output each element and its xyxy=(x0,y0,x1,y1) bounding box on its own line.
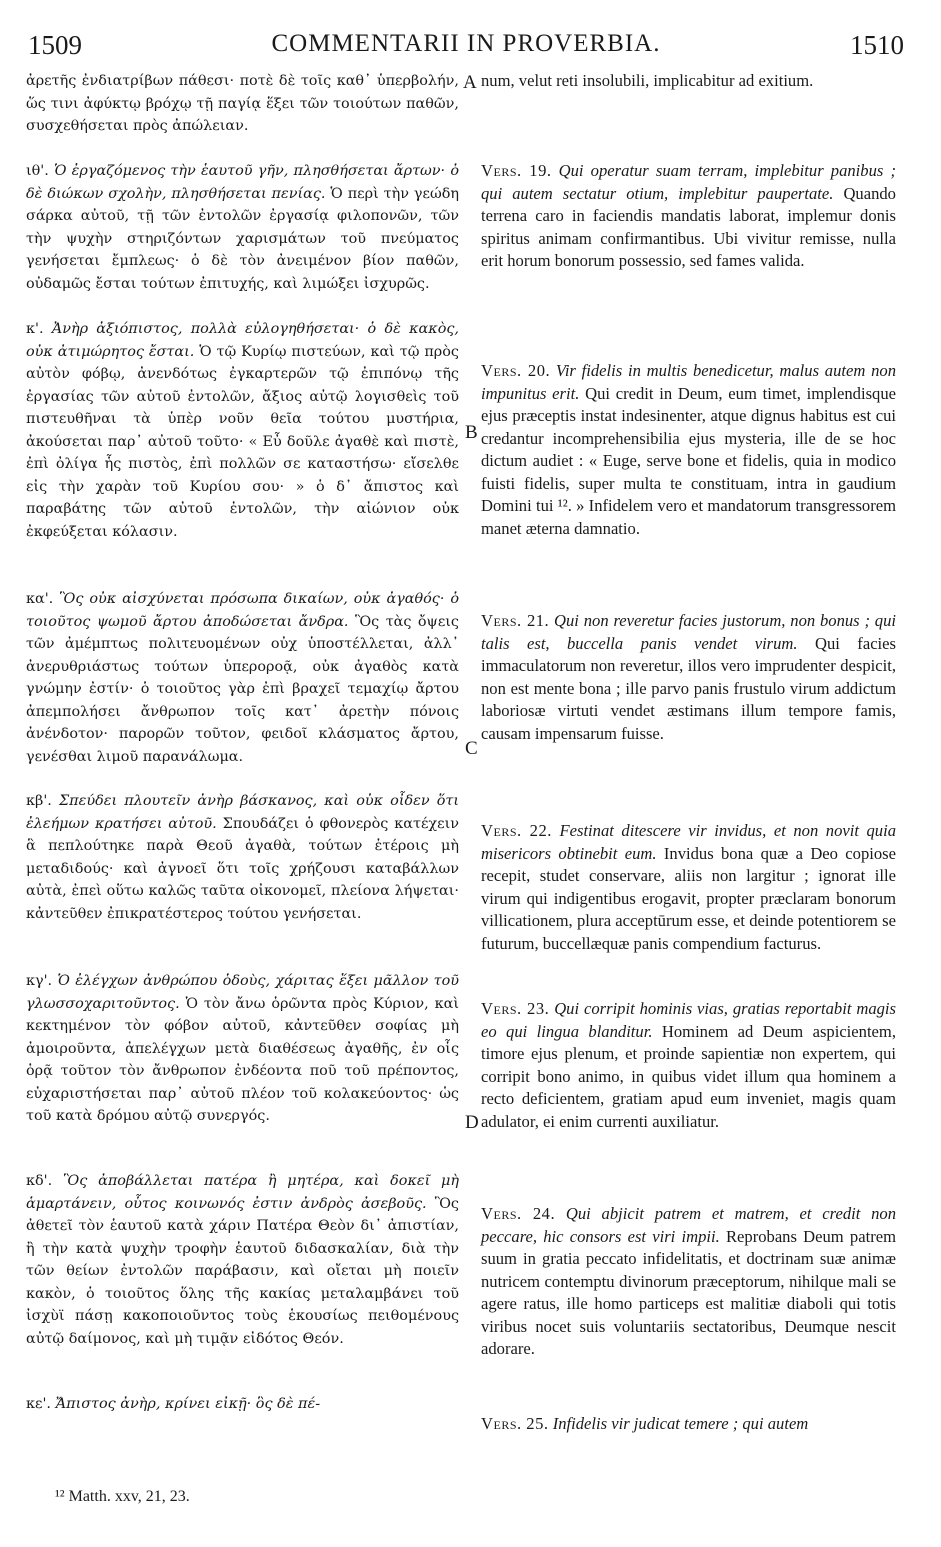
verse-label: Vers. 22. xyxy=(481,821,552,840)
latin-text: num, velut reti insolubili, implicabitur ad exitium. xyxy=(481,71,814,90)
latin-lemma: Qui operatur suam terram, implebitur panibus ; qui autem sectatur otium, implebitur paupertate. xyxy=(481,161,896,203)
greek-verse-number: κα'. xyxy=(26,591,54,607)
greek-paragraph xyxy=(26,790,459,970)
verse-label: Vers. 20. xyxy=(481,361,551,380)
greek-verse-number: κγ'. xyxy=(26,973,53,989)
latin-lemma: Qui abjicit patrem et matrem, et credit non peccare, hic consors est viri impii. xyxy=(481,1204,897,1246)
latin-text: Qui facies immaculatorum non reveretur, illos vero imprudenter despicit, non est mente bona ; ille parvo panis frustulo virum addictum laboriosæ virtuti vendet æstimans illum tempore famis, causam impensarum fuisse. xyxy=(481,633,896,743)
greek-text: Ὃς ἀθετεῖ τὸν ἑαυτοῦ κατὰ χάριν Πατέρα Θεὸν δι᾽ ἀπιστίαν, ἢ τὴν κατὰ ψυχὴν τροφὴν ἑαυτοῦ διδασκαλίαν, διὰ τὴν τῶν θείων ἐντολῶν παράβασιν, καὶ οἴεται μὴ ποιεῖν κακὸν, ὁ τοιοῦτος ὅλης τῆς κακίας μεταλαμβάνει τοῦ ἰσχὺϊ πάσῃ κακοποιοῦντος τοὺς ἑκουσίως πειθομένους αὐτῷ δαίμονος, καὶ μὴ τιμᾷν εἰδότος Θεόν. xyxy=(26,1195,459,1347)
latin-paragraph xyxy=(481,998,896,1203)
latin-paragraph xyxy=(481,610,896,820)
greek-paragraph xyxy=(26,588,459,790)
verse-label: Vers. 25. xyxy=(481,1414,549,1433)
page-number-left: 1509 xyxy=(28,30,82,60)
margin-letter-a: A xyxy=(463,72,477,93)
greek-verse-number: κβ'. xyxy=(26,793,52,809)
greek-text: Ὁ τῷ Κυρίῳ πιστεύων, καὶ τῷ πρὸς αὐτὸν φόβῳ, ἀνενδότως ἐγκαρτερῶν τῷ ἐπιπόνῳ τῆς ἐργασίας τῶν αὐτοῦ ἐντολῶν, ἄξιος αὐτῷ λογισθεὶς τοῦ πιστευθῆναι τὰ ὑπὲρ νοῦν θεῖα τούτου μυστήρια, ἀκούσεται παρ᾽ αὐτοῦ τοῦτο· « Εὖ δοῦλε ἀγαθὲ καὶ πιστὲ, ἐπὶ ὀλίγα ἧς πιστὸς, ἐπὶ πολλῶν σε καταστήσω· εἴσελθε εἰς τὴν χαρὰν τοῦ Κυρίου σου· » ὁ δ᾽ ἄπιστος καὶ παραβάτης τῶν αὐτοῦ ἐντολῶν, τὴν αἰώνιον οὐκ ἐκφεύξεται κόλασιν. xyxy=(26,343,459,540)
footnote: ¹² Matth. xxv, 21, 23. xyxy=(55,1488,190,1505)
latin-paragraph xyxy=(481,160,896,360)
greek-verse-number: κ'. xyxy=(26,321,44,337)
greek-paragraph xyxy=(26,160,459,318)
greek-paragraph xyxy=(26,1393,459,1416)
greek-lemma: Ὃς ἀποβάλλεται πατέρα ἢ μητέρα, καὶ δοκεῖ μὴ ἁμαρτάνειν, οὗτος κοινωνός ἐστιν ἀνδρὸς ἀσεβοῦς. xyxy=(26,1173,460,1212)
margin-letter-c: C xyxy=(465,738,478,759)
latin-text: Quando terrena caro in faciendis mandatis laborat, implemur donis spiritus animam confirmantibus. Ubi vivitur remisse, nulla erit horum bonorum possessio, sed fames valida. xyxy=(481,183,896,270)
greek-lemma: Ἀνὴρ ἀξιόπιστος, πολλὰ εὐλογηθήσεται· ὁ δὲ κακὸς, οὐκ ἀτιμώρητος ἔσται. xyxy=(26,321,460,360)
latin-lemma: Vir fidelis in multis benedicetur, malus autem non impunitus erit. xyxy=(481,361,896,403)
greek-text: ἀρετῆς ἐνδιατρίβων πάθεσι· ποτὲ δὲ τοῖς καθ᾽ ὑπερβολήν, ὥς τινι ἀφύκτῳ βρόχῳ τῇ παγίᾳ ἕξει τῶν τοιούτων παθῶν, συσχεθήσεται πρὸς ἀπώλειαν. xyxy=(26,73,459,134)
greek-lemma: Ὃς οὐκ αἰσχύνεται πρόσωπα δικαίων, οὐκ ἀγαθός· ὁ τοιοῦτος ψωμοῦ ἄρτου ἀποδώσεται ἄνδρα. xyxy=(26,591,459,630)
latin-text: Hominem ad Deum aspicientem, timore ejus plenum, et proinde sapientiæ non expertem, qui corripit bono animo, in quibus videt illum qua hominem a recto deficientem, gratiam apud eum inveniet, magis quam adulator, ei enim currenti auxiliatur. xyxy=(481,1021,896,1131)
latin-column xyxy=(481,70,896,1490)
greek-paragraph xyxy=(26,970,459,1170)
greek-paragraph xyxy=(26,318,459,588)
latin-text: Invidus bona quæ a Deo copiose recepit, studet conservare, aliis non largitur ; ignorat ille virum qui indigentibus erogavit, propter præclaram bonorum villicationem, plura acceptūrum esse, et deinde potentiorem se futurum, buccellæquæ panis compendium facturus. xyxy=(481,843,896,953)
greek-text: Ὁ περὶ τὴν γεώδη σάρκα αὐτοῦ, τῇ τῶν ἐντολῶν ἐργασίᾳ φιλοπονῶν, τῶν τὴν ψυχὴν στηριζόντων χαρισμάτων τοῦ πνεύματος γενήσεται ἔμπλεως· ὁ δὲ τὸν ἀνειμένον βίον παθῶν, οὐδαμῶς ἔσται τούτων ἐπιτυχής, καὶ λιμώξει ἰσχυρῶς. xyxy=(26,185,460,292)
latin-text: Reprobans Deum patrem suum in gratia peccato infidelitatis, et doctrinam suæ animæ nutricem contemptu divinorum præceptorum, nihilque mali se agere ratus, ille homo particeps est malitiæ diaboli qui totis viribus nocet suis voluntariis sectatoribus, Deumque nescit adorare. xyxy=(481,1226,896,1358)
latin-paragraph xyxy=(481,360,896,610)
latin-paragraph xyxy=(481,820,896,998)
margin-letter-d: D xyxy=(465,1112,479,1133)
greek-verse-number: κε'. xyxy=(26,1396,51,1412)
greek-paragraph xyxy=(26,1170,459,1393)
running-header xyxy=(28,30,904,64)
latin-text: Qui credit in Deum, eum timet, implendisque ejus præceptis instat indesinenter, atque dignus habitus est cui credantur incomprehensibilia ejus mysteria, ille de se hoc dictum audiet : « Euge, serve bone et fidelis, quia in modico fuisti fidelis, super multa te constituam, intra in gaudium Domini tui ¹². » Infidelem vero et mandatorum transgressorem manet æterna damnatio. xyxy=(481,383,896,538)
latin-lemma: Qui non reveretur facies justorum, non bonus ; qui talis est, buccella panis vendet virum. xyxy=(481,611,897,653)
verse-label: Vers. 24. xyxy=(481,1204,556,1223)
greek-lemma: Ὁ ἐλέγχων ἀνθρώπου ὁδοὺς, χάριτας ἕξει μᾶλλον τοῦ γλωσσοχαριτοῦντος. xyxy=(26,973,460,1012)
latin-paragraph xyxy=(481,1203,896,1413)
latin-lemma: Qui corripit hominis vias, gratias reportabit magis eo qui lingua blanditur. xyxy=(481,999,896,1041)
greek-verse-number: ιθ'. xyxy=(26,163,49,179)
verse-label: Vers. 19. xyxy=(481,161,552,180)
greek-paragraph xyxy=(26,70,459,160)
verse-label: Vers. 23. xyxy=(481,999,550,1018)
greek-text: Σπουδάζει ὁ φθονερὸς κατέχειν ἃ πεπλούτηκε παρὰ Θεοῦ ἀγαθὰ, τούτων ἑτέροις μὴ μεταδιδούς· καὶ ἀγνοεῖ ὅτι τοῖς χρήζουσι καταβάλλων αὐτὰ, ἐπεὶ οὕτω καλῶς ταῦτα οἰκονομεῖ, πλείονα λήψεται· κἀντεῦθεν ἐπικρατέστερος τούτου γενήσεται. xyxy=(26,815,459,922)
verse-label: Vers. 21. xyxy=(481,611,550,630)
latin-paragraph xyxy=(481,1413,896,1436)
greek-lemma: Ἄπιστος ἀνὴρ, κρίνει εἰκῇ· ὃς δὲ πέ- xyxy=(55,1396,321,1412)
margin-letter-b: B xyxy=(465,422,478,443)
greek-text: Ὃς τὰς ὄψεις τῶν ἀμέμπτως πολιτευομένων οὐχ ὑποστέλλεται, ἀλλ᾽ ἀνερυθριάστως τούτων ὑπεροροᾷ, οὐκ ἀγαθὸς κατὰ γνώμην ἐστίν· ὁ τοιοῦτος γὰρ ἐπὶ βραχεῖ τεμαχίῳ ἄρτου ἀπεμπολήσει ἄνθρωπον τοῖς κατ᾽ ἀρετὴν πόνοις ἀνένδοτον· παρορῶν τοῦτον, φειδοῖ κλάσματος ἄρτου, γενέσθαι λιμοῦ παρανάλωμα. xyxy=(26,613,459,765)
latin-lemma: Infidelis vir judicat temere ; qui autem xyxy=(552,1414,809,1433)
greek-lemma: Σπεύδει πλουτεῖν ἀνὴρ βάσκανος, καὶ οὐκ οἶδεν ὅτι ἐλεήμων κρατήσει αὐτοῦ. xyxy=(26,793,459,832)
greek-column xyxy=(26,70,459,1470)
page-number-right: 1510 xyxy=(850,30,904,60)
latin-paragraph xyxy=(481,70,896,160)
greek-verse-number: κδ'. xyxy=(26,1173,53,1189)
latin-lemma: Festinat ditescere vir invidus, et non novit quia misericors obtinebit eum. xyxy=(481,821,897,863)
running-title: COMMENTARII IN PROVERBIA. xyxy=(271,30,661,57)
greek-text: Ὁ τὸν ἄνω ὁρῶντα πρὸς Κύριον, καὶ κεκτημένον τὸν φόβον αὐτοῦ, κἀντεῦθεν σοφίας μὴ ἀμοιροῦντα, ἀπελέγχων μετὰ διαθέσεως ἀγαθῆς, ἐν οἷς ὁρᾷ τοῦτον τὸν ἄνθρωπον ἐνδέοντα ποῦ τοῦ πρέποντος, εὐχαριστήσεται παρ᾽ αὐτοῦ πλέον τοῦ κολακεύοντος· ὡς τοῦ κατὰ δρόμου αὐτῷ συνεργός. xyxy=(26,995,459,1124)
greek-lemma: Ὁ ἐργαζόμενος τὴν ἑαυτοῦ γῆν, πλησθήσεται ἄρτων· ὁ δὲ διώκων σχολὴν, πλησθήσεται πενίας. xyxy=(26,163,460,202)
